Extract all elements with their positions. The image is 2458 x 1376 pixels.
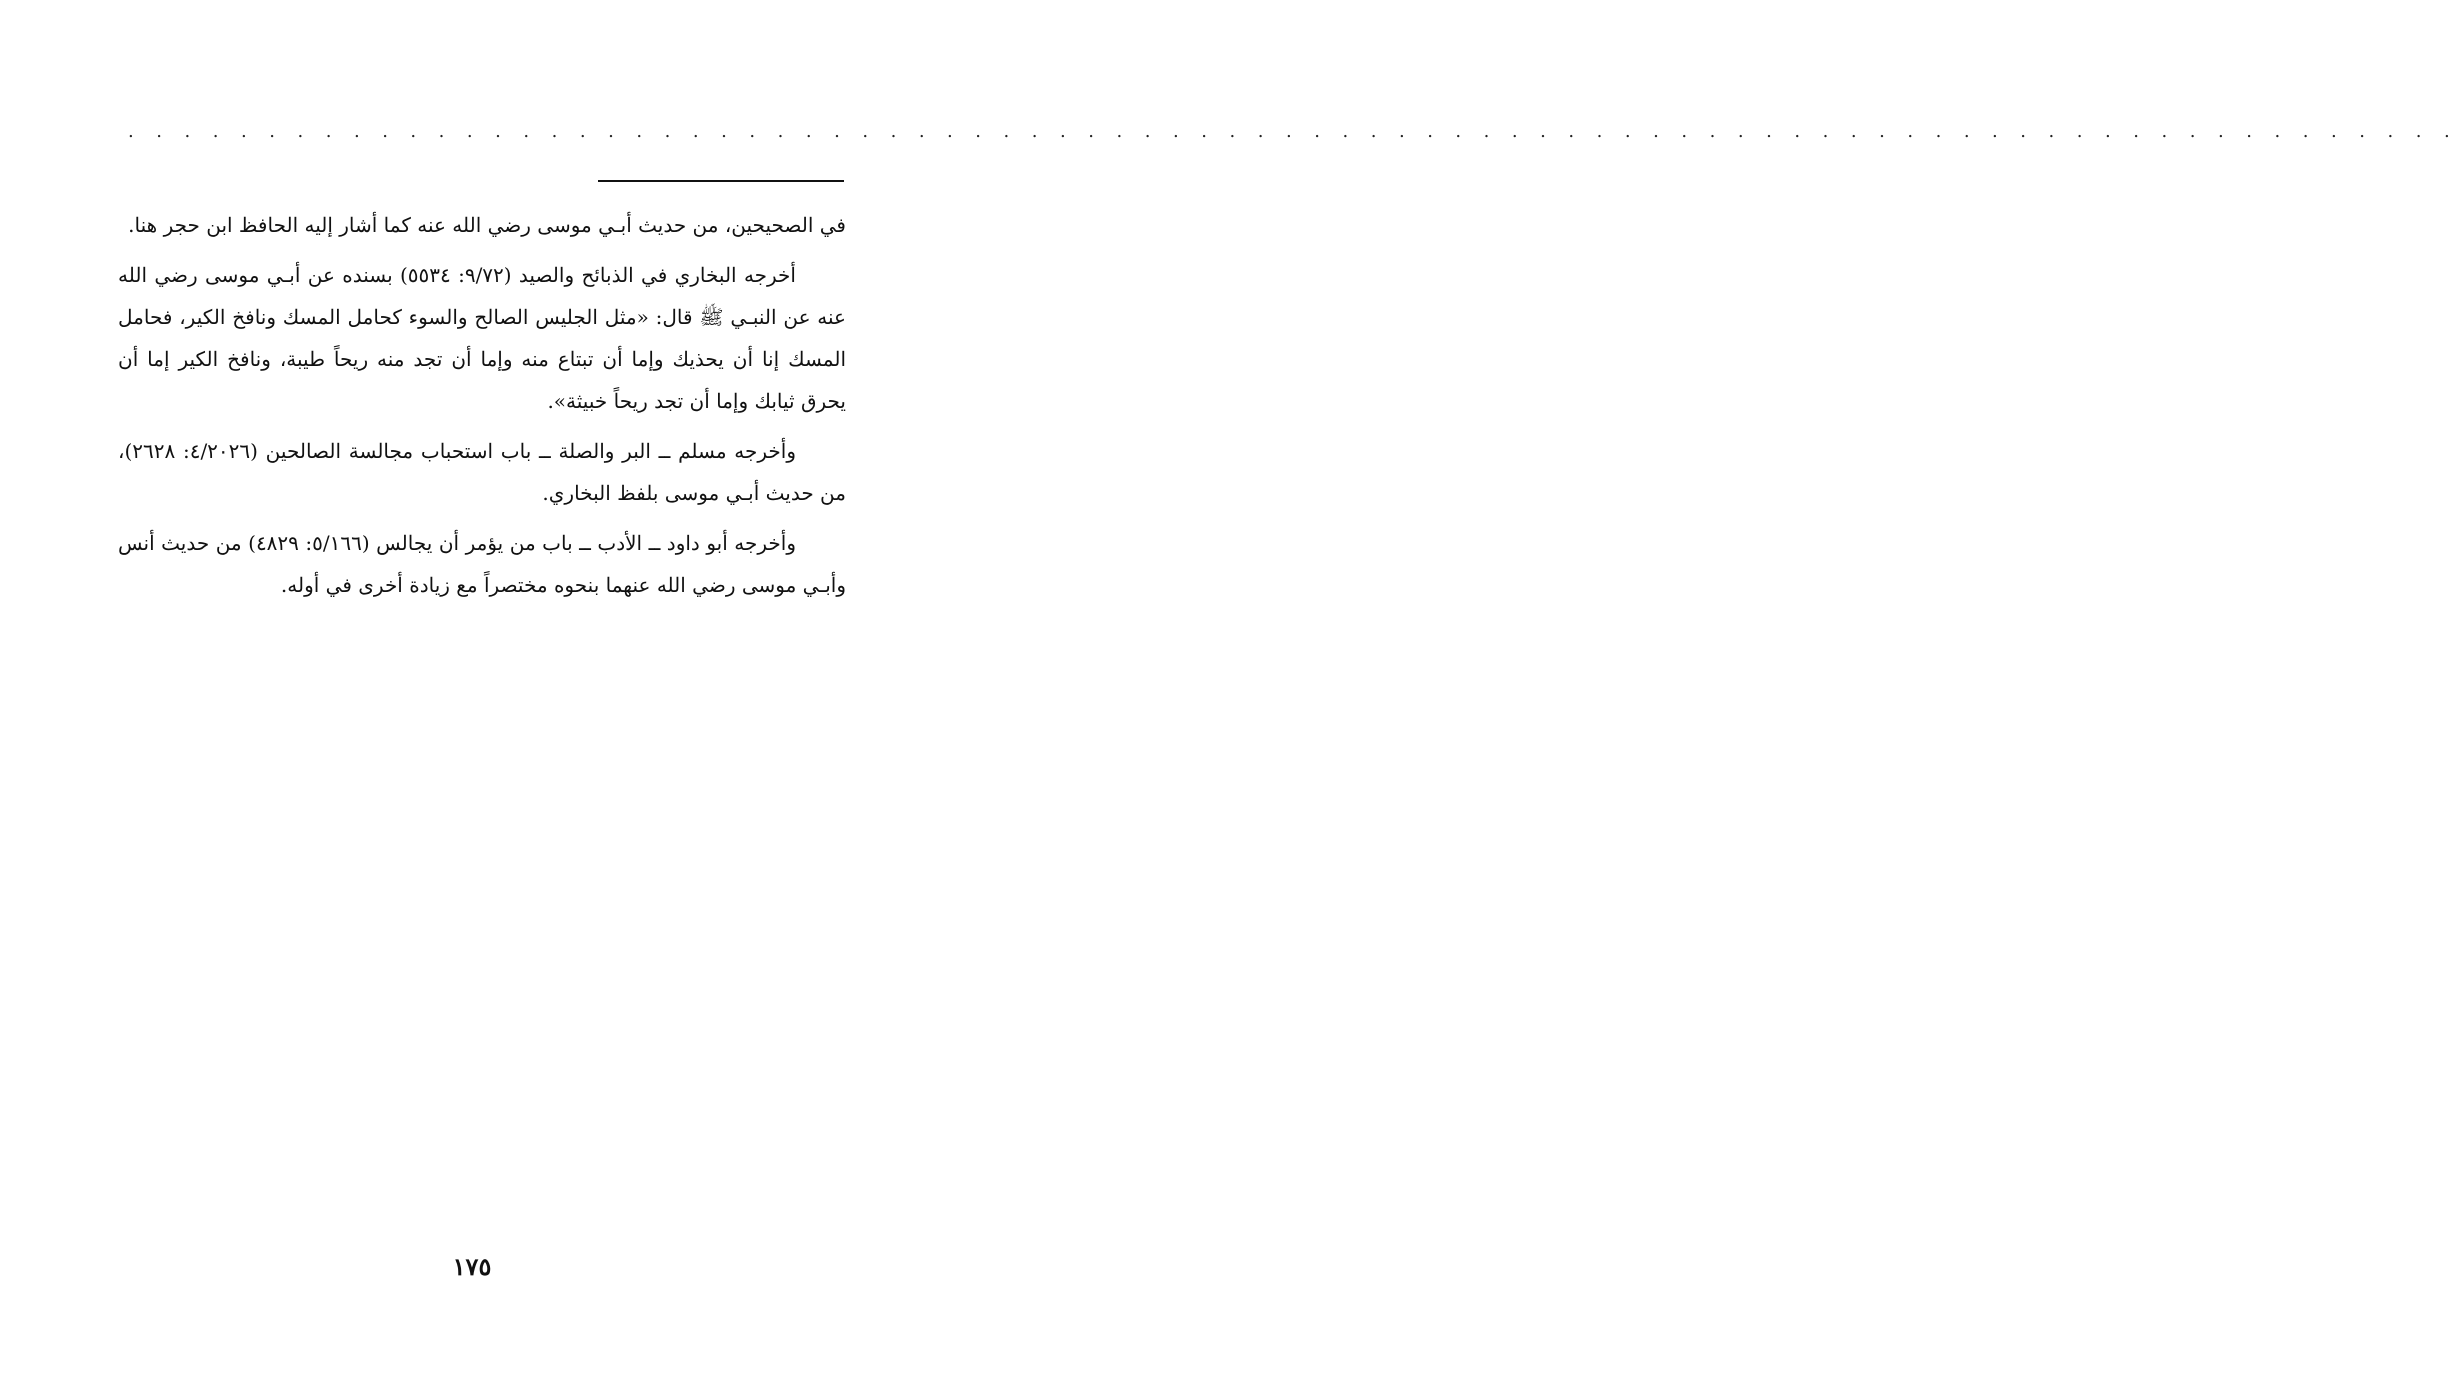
footnote-paragraph: وأخرجه أبو داود ــ الأدب ــ باب من يؤمر أن يجالس (٥/١٦٦: ٤٨٢٩) من حديث أنس وأبـي موسى رضي الله عنهما بنحوه مختصراً مع زيادة أخرى في أوله. — [118, 531, 846, 597]
footnote-paragraph: أخرجه البخاري في الذبائح والصيد (٩/٧٢: ٥٥٣٤) بسنده عن أبـي موسى رضي الله عنه عن النبـي ﷺ قال: «مثل الجليس الصالح والسوء كحامل المسك ونافخ الكير، فحامل المسك إنا أن يحذيك وإما أن تبتاع منه وإما أن تجد منه ريحاً طيبة، ونافخ الكير إما أن يحرق ثيابك وإما أن تجد ريحاً خبيثة». — [118, 263, 846, 413]
page-number: ١٧٥ — [452, 1252, 492, 1281]
footnote-rule — [598, 180, 844, 182]
footnote-paragraph: في الصحيحين، من حديث أبـي موسى رضي الله عنه كما أشار إليه الحافظ ابن حجر هنا. — [128, 213, 846, 237]
footnote-paragraph: وأخرجه مسلم ــ البر والصلة ــ باب استحباب مجالسة الصالحين (٤/٢٠٢٦: ٢٦٢٨)، من حديث أبـي موسى بلفظ البخاري. — [118, 439, 846, 505]
dotted-separator: . . . . . . . . . . . . . . . . . . . . . . . . . . . . . . . . . . . . . . . . . . . . . . . . . . . . . . . . . . . . . . . . . . . . . . . . . . . . . . . . . . . — [128, 121, 2458, 142]
footnotes-block — [118, 204, 846, 614]
